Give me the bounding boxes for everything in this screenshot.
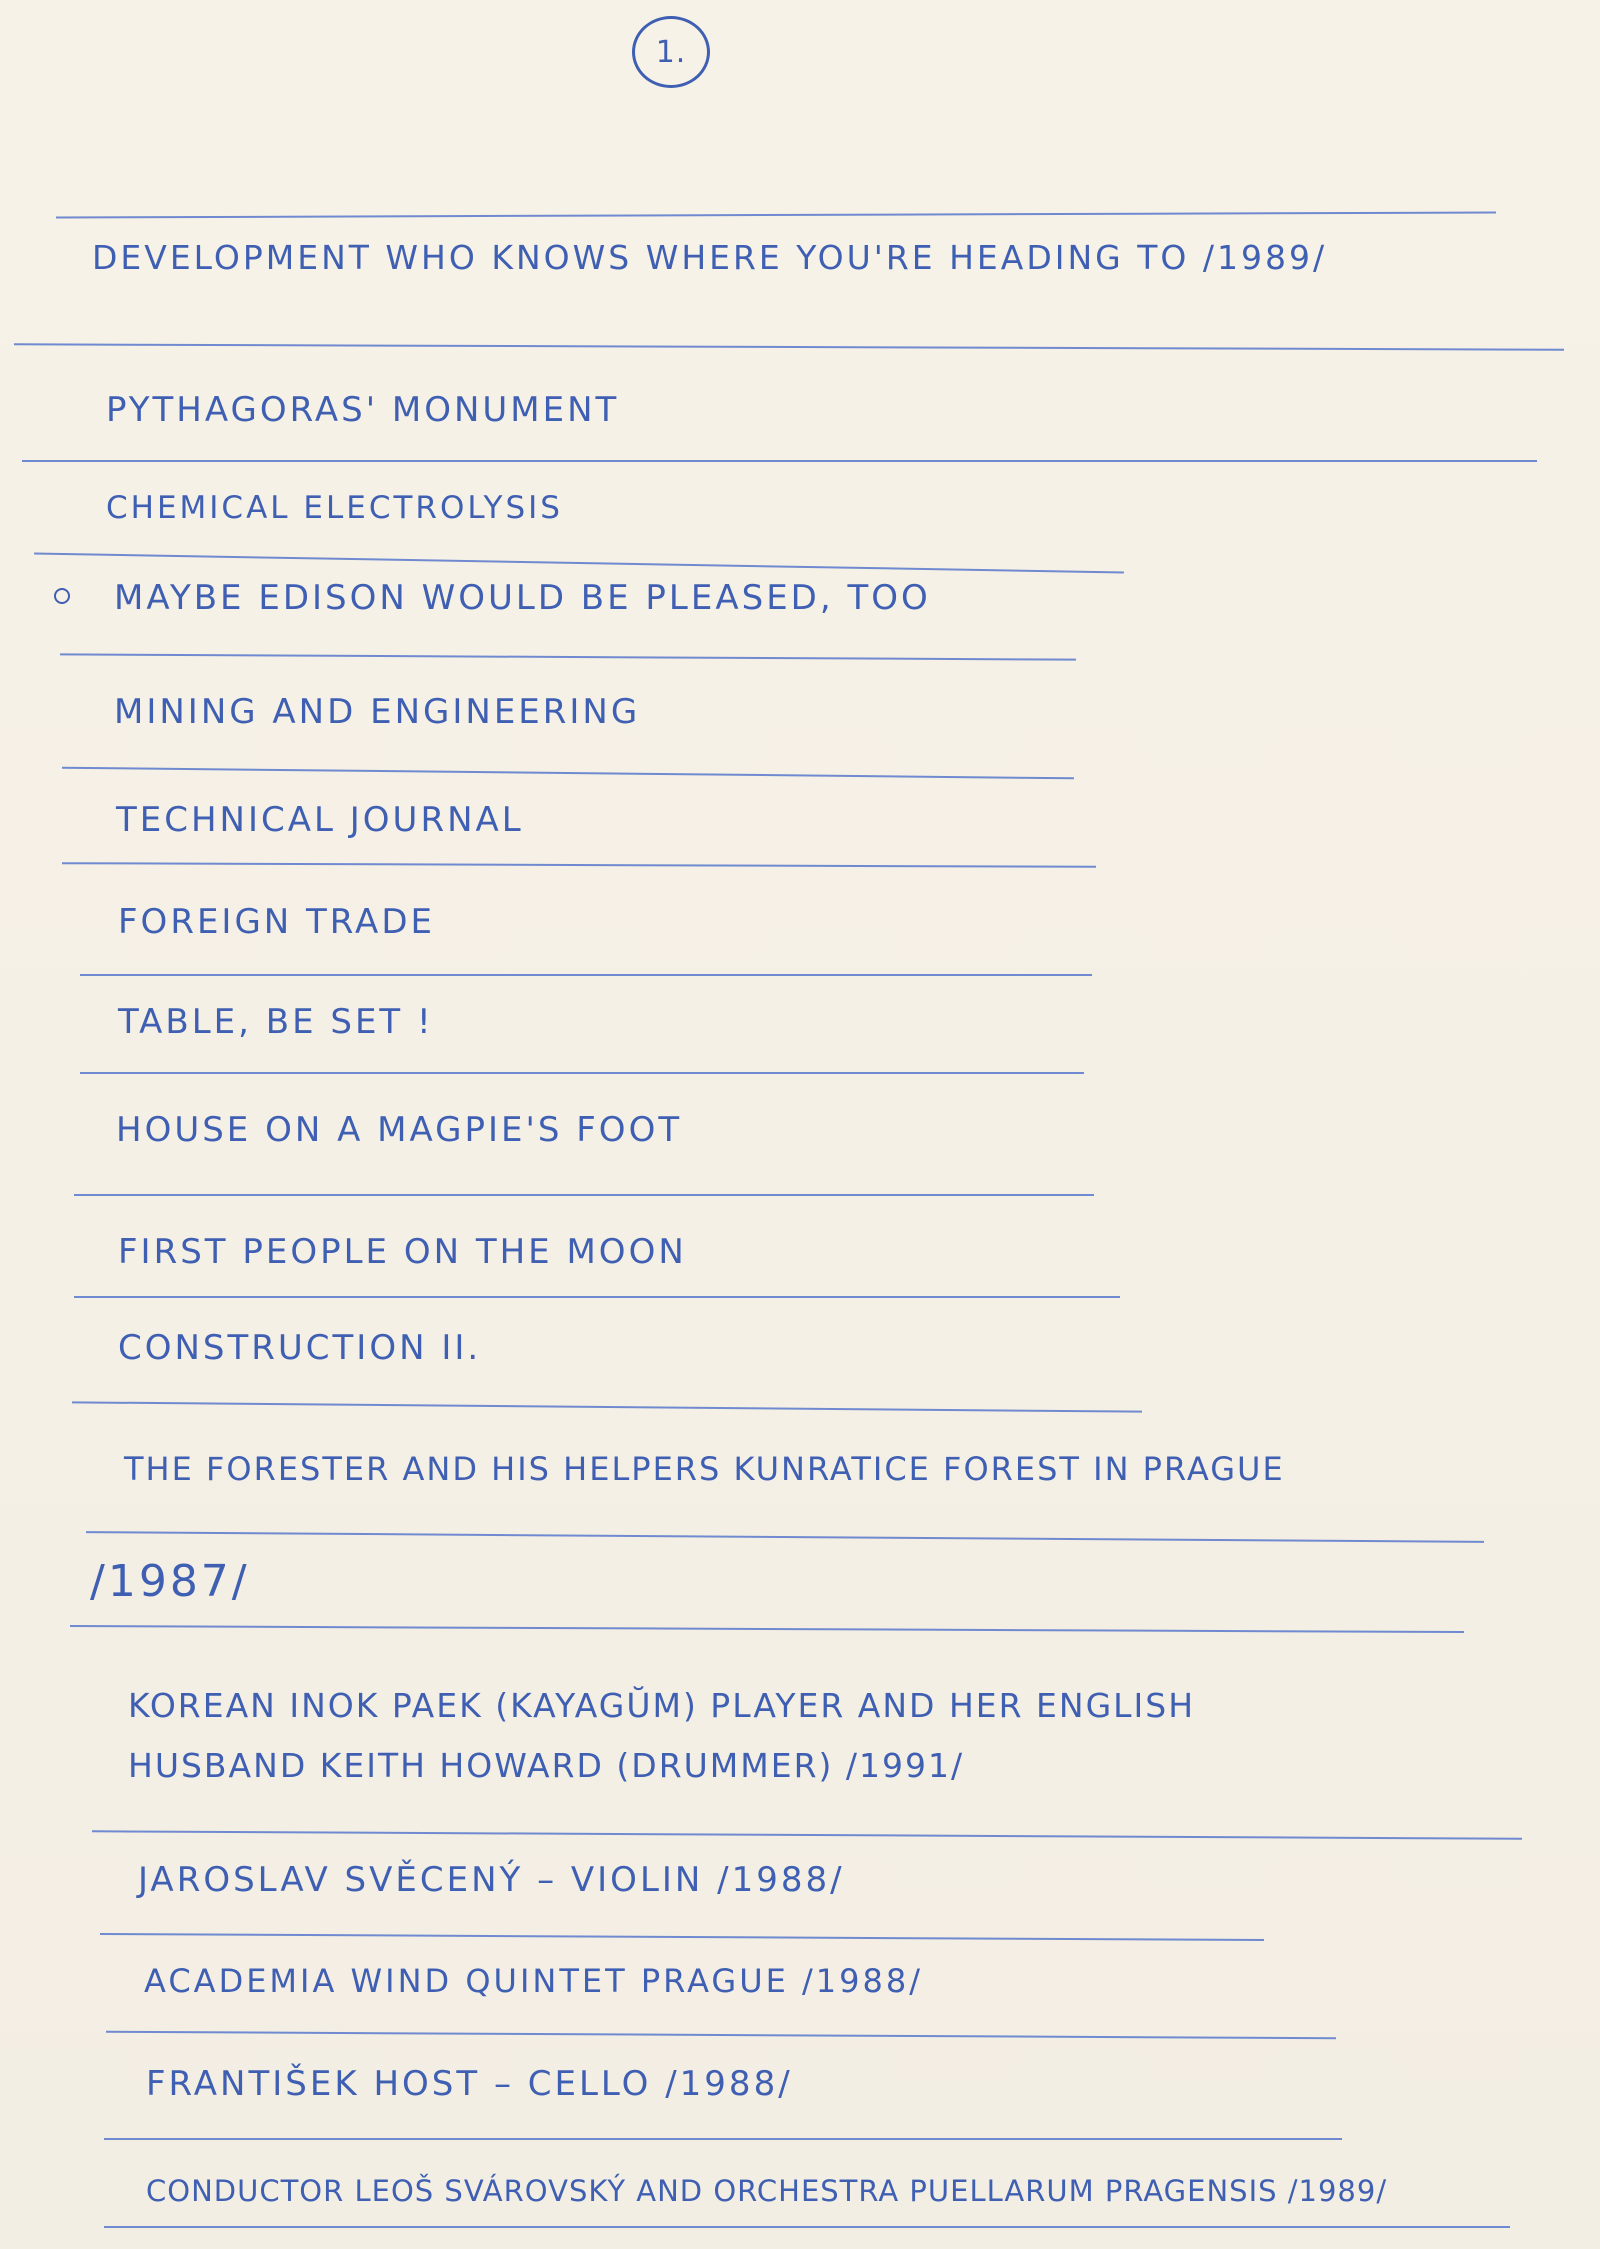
- list-item: HUSBAND KEITH HOWARD (DRUMMER) /1991/: [128, 1746, 965, 1785]
- bullet-mark: [54, 588, 70, 604]
- list-item: MINING AND ENGINEERING: [114, 692, 641, 732]
- list-item: THE FORESTER AND HIS HELPERS KUNRATICE FOREST IN PRAGUE: [124, 1450, 1285, 1488]
- list-item: /1987/: [90, 1556, 250, 1607]
- divider-line: [104, 2226, 1510, 2228]
- divider-line: [34, 552, 1124, 573]
- list-item: MAYBE EDISON WOULD BE PLEASED, TOO: [114, 578, 931, 618]
- divider-line: [72, 1401, 1142, 1412]
- list-item: DEVELOPMENT WHO KNOWS WHERE YOU'RE HEADING TO /1989/: [92, 238, 1328, 277]
- list-item: CONSTRUCTION II.: [118, 1328, 482, 1368]
- divider-line: [22, 460, 1537, 462]
- list-item: ACADEMIA WIND QUINTET PRAGUE /1988/: [144, 1962, 923, 2000]
- divider-line: [80, 974, 1092, 976]
- divider-line: [14, 343, 1564, 350]
- divider-line: [100, 1933, 1264, 1941]
- divider-line: [62, 767, 1074, 780]
- divider-line: [56, 211, 1496, 218]
- list-item: CONDUCTOR LEOŠ SVÁROVSKÝ AND ORCHESTRA PUELLARUM PRAGENSIS /1989/: [146, 2174, 1388, 2208]
- list-item: TECHNICAL JOURNAL: [116, 800, 524, 840]
- list-item: KOREAN INOK PAEK (KAYAGŬM) PLAYER AND HER ENGLISH: [128, 1686, 1196, 1725]
- page-number-circle: [632, 16, 710, 88]
- page-number: 1.: [655, 34, 687, 70]
- list-item: TABLE, BE SET !: [118, 1002, 434, 1042]
- divider-line: [62, 862, 1096, 868]
- divider-line: [106, 2031, 1336, 2039]
- divider-line: [74, 1194, 1094, 1196]
- divider-line: [80, 1072, 1084, 1074]
- list-item: PYTHAGORAS' MONUMENT: [106, 390, 620, 430]
- list-item: FRANTIŠEK HOST – CELLO /1988/: [146, 2064, 793, 2104]
- divider-line: [104, 2138, 1342, 2140]
- list-item: FOREIGN TRADE: [118, 902, 435, 942]
- list-item: FIRST PEOPLE ON THE MOON: [118, 1232, 687, 1272]
- list-item: HOUSE ON A MAGPIE'S FOOT: [116, 1110, 683, 1150]
- divider-line: [92, 1830, 1522, 1839]
- list-item: CHEMICAL ELECTROLYSIS: [106, 490, 563, 526]
- list-item: JAROSLAV SVĚCENÝ – VIOLIN /1988/: [138, 1860, 845, 1900]
- divider-line: [70, 1625, 1464, 1633]
- divider-line: [86, 1531, 1484, 1543]
- divider-line: [60, 653, 1076, 660]
- divider-line: [74, 1296, 1120, 1298]
